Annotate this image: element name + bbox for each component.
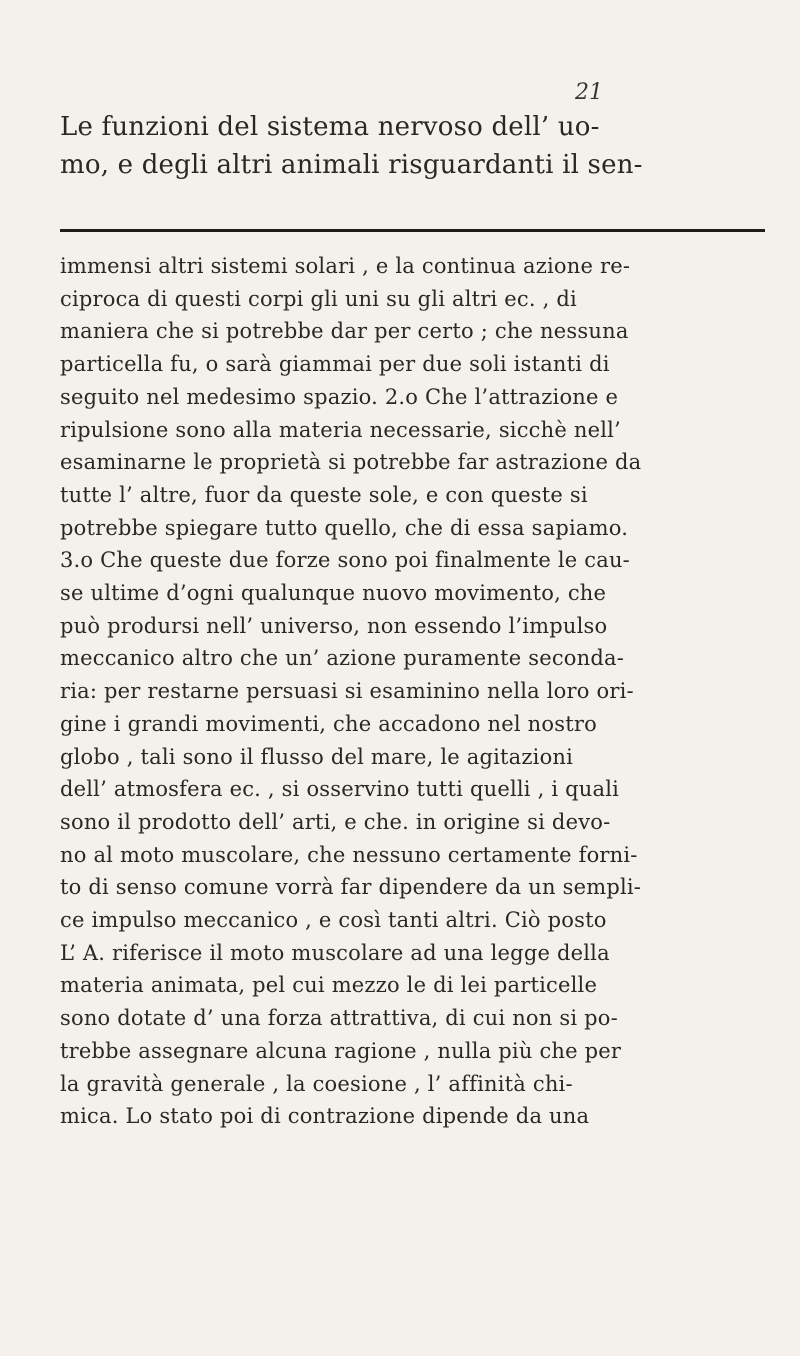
text-line: globo , tali sono il flusso del mare, le agitazioni (60, 744, 574, 769)
text-line: ripulsione sono alla materia necessarie, sicchè nell’ (60, 417, 621, 442)
text-line: gine i grandi movimenti, che accadono nel nostro (60, 711, 597, 736)
header-line: Le funzioni del sistema nervoso dell’ uo- (60, 112, 600, 142)
running-header (60, 108, 765, 184)
text-line: L’ A. riferisce il moto muscolare ad una legge della (60, 940, 610, 965)
text-line: mica. Lo stato poi di contrazione dipende da una (60, 1104, 590, 1129)
body-text (60, 250, 770, 1133)
text-line: dell’ atmosfera ec. , si osservino tutti quelli , i quali (60, 777, 620, 802)
text-line: 3.o Che queste due forze sono poi finalmente le cau- (60, 548, 630, 573)
text-line: se ultime d’ogni qualunque nuovo movimento, che (60, 581, 607, 606)
text-line: immensi altri sistemi solari , e la continua azione re- (60, 254, 631, 278)
text-line: seguito nel medesimo spazio. 2.o Che l’attrazione e (60, 384, 619, 409)
text-line: trebbe assegnare alcuna ragione , nulla più che per (60, 1038, 622, 1063)
text-line: la gravità generale , la coesione , l’ affinità chi- (60, 1071, 573, 1096)
text-line: sono dotate d’ una forza attrattiva, di cui non si po- (60, 1006, 618, 1031)
text-line: meccanico altro che un’ azione puramente seconda- (60, 646, 625, 671)
text-line: no al moto muscolare, che nessuno certamente forni- (60, 842, 638, 867)
text-line: ce impulso meccanico , e così tanti altri. Ciò posto (60, 908, 607, 933)
text-line: potrebbe spiegare tutto quello, che di essa sapiamo. (60, 515, 629, 540)
text-line: to di senso comune vorrà far dipendere da un sempli- (60, 875, 642, 900)
text-line: particella fu, o sarà giammai per due soli istanti di (60, 352, 610, 377)
text-line: sono il prodotto dell’ arti, e che. in origine si devo- (60, 809, 611, 834)
header-line: mo, e degli altri animali risguardanti il sen- (60, 150, 643, 180)
text-line: tutte l’ altre, fuor da queste sole, e con queste si (60, 482, 588, 507)
text-line: materia animata, pel cui mezzo le di lei particelle (60, 973, 598, 998)
text-line: esaminarne le proprietà si potrebbe far astrazione da (60, 450, 642, 475)
text-line: può prodursi nell’ universo, non essendo l’impulso (60, 613, 608, 638)
page-number: 21 (575, 80, 603, 105)
text-line: ciproca di questi corpi gli uni su gli altri ec. , di (60, 286, 577, 311)
header-rule (60, 229, 765, 232)
text-line: ria: per restarne persuasi si esaminino nella loro ori- (60, 679, 634, 704)
text-line: maniera che si potrebbe dar per certo ; che nessuna (60, 319, 629, 344)
